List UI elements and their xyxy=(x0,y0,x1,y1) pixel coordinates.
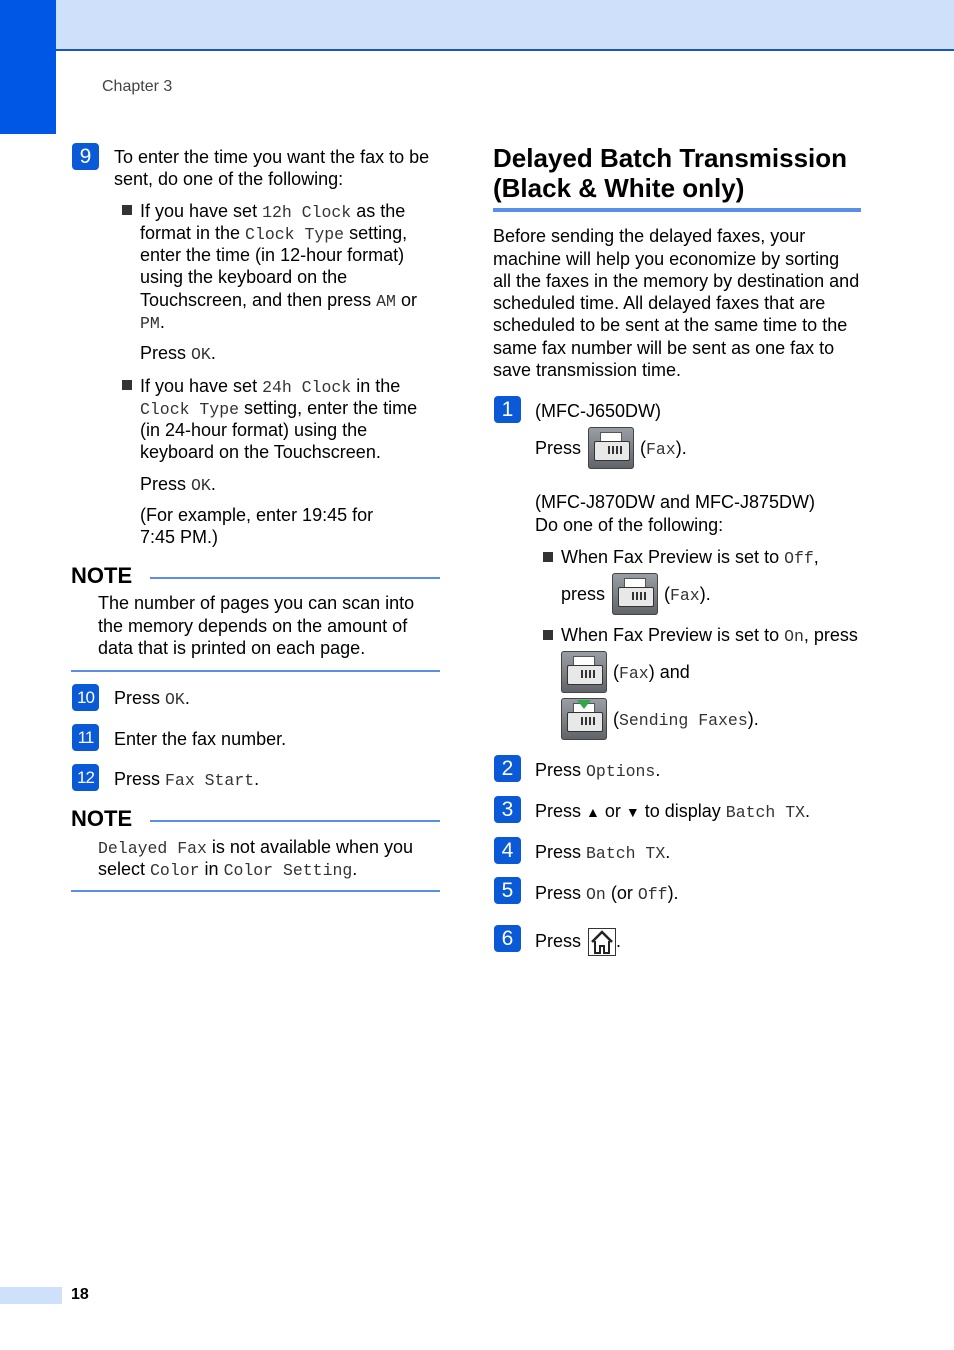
step-badge-10: 10 xyxy=(72,684,99,711)
step1-bullet2-sending: (Sending Faxes). xyxy=(613,709,759,730)
up-arrow-icon: ▲ xyxy=(586,804,600,820)
step-badge-11: 11 xyxy=(72,724,99,751)
step9-bullet2-line2: Clock Type setting, enter the time xyxy=(140,398,418,419)
note-bottom-rule xyxy=(71,890,440,892)
chapter-tab-marker xyxy=(0,0,56,134)
step-badge-3: 3 xyxy=(494,796,521,823)
step9-text-line2: sent, do one of the following: xyxy=(114,169,344,189)
intro-line: same fax number will be sent as one fax to xyxy=(493,338,835,358)
home-icon[interactable] xyxy=(588,928,616,956)
step9-bullet1-line1: If you have set 12h Clock as the xyxy=(140,201,406,222)
bullet-square xyxy=(543,630,553,640)
fax-keypad xyxy=(632,592,646,600)
fax-icon[interactable] xyxy=(561,651,607,693)
step-badge-2: 2 xyxy=(494,755,521,782)
note2-line2: select Color in Color Setting. xyxy=(98,859,358,880)
intro-line: Before sending the delayed faxes, your xyxy=(493,226,806,246)
step1-fax-label: (Fax). xyxy=(640,438,687,459)
fax-keypad xyxy=(608,446,622,454)
step6-period: . xyxy=(616,931,622,951)
footer-band xyxy=(0,1287,62,1304)
step2-text: Press Options. xyxy=(535,760,661,781)
step-badge-6: 6 xyxy=(494,925,521,952)
step9-bullet1-line6: PM. xyxy=(140,312,165,333)
step3-text: Press ▲ or ▼ to display Batch TX. xyxy=(535,801,811,822)
step9-bullet2-press: Press OK. xyxy=(140,474,216,495)
note1-line1: The number of pages you can scan into xyxy=(98,593,415,613)
step10-text: Press OK. xyxy=(114,688,190,709)
intro-line: save transmission time. xyxy=(493,360,682,380)
section-heading-line1: Delayed Batch Transmission xyxy=(493,143,848,173)
fax-icon[interactable] xyxy=(588,427,634,469)
bullet-square xyxy=(122,380,132,390)
step9-bullet2-line4: keyboard on the Touchscreen. xyxy=(140,442,381,462)
step1-model-650: (MFC-J650DW) xyxy=(535,401,661,421)
step9-example-line1: (For example, enter 19:45 for xyxy=(140,505,374,525)
step1-bullet2-line1: When Fax Preview is set to On, press xyxy=(561,625,858,646)
step9-bullet2-line3: (in 24-hour format) using the xyxy=(140,420,368,440)
step-badge-4: 4 xyxy=(494,837,521,864)
step-badge-9: 9 xyxy=(72,143,99,170)
heading-rule xyxy=(493,208,861,212)
intro-line: scheduled to be sent at the same time to the xyxy=(493,315,848,335)
step9-bullet1-line2: format in the Clock Type setting, xyxy=(140,223,408,244)
download-arrow-icon xyxy=(577,700,591,709)
step4-text: Press Batch TX. xyxy=(535,842,671,863)
bullet-square xyxy=(543,552,553,562)
note1-line3: data that is printed on each page. xyxy=(98,638,366,658)
step6-press: Press xyxy=(535,931,582,951)
bullet-square xyxy=(122,205,132,215)
note-rule xyxy=(150,577,440,579)
fax-icon[interactable] xyxy=(612,573,658,615)
step9-example-line2: 7:45 PM.) xyxy=(140,527,219,547)
step-badge-12: 12 xyxy=(72,764,99,791)
step-badge-1: 1 xyxy=(494,396,521,423)
step1-do-one: Do one of the following: xyxy=(535,515,724,535)
fax-keypad xyxy=(581,670,595,678)
top-header-band xyxy=(0,0,954,51)
section-heading-line2: (Black & White only) xyxy=(493,173,745,203)
down-arrow-icon: ▼ xyxy=(625,804,640,820)
note-bottom-rule xyxy=(71,670,440,672)
step-badge-5: 5 xyxy=(494,877,521,904)
step9-bullet1-press: Press OK. xyxy=(140,343,216,364)
step1-model-870: (MFC-J870DW and MFC-J875DW) xyxy=(535,492,816,512)
step1-bullet2-fax: (Fax) and xyxy=(613,662,690,683)
note-title: NOTE xyxy=(71,806,133,831)
note1-line2: the memory depends on the amount of xyxy=(98,616,408,636)
step12-text: Press Fax Start. xyxy=(114,769,260,790)
intro-line: all the faxes in the memory by destination and xyxy=(493,271,860,291)
intro-line: machine will help you economize by sorting xyxy=(493,249,840,269)
fax-keypad xyxy=(581,717,595,725)
step5-text: Press On (or Off). xyxy=(535,883,679,904)
step9-bullet1-line3: enter the time (in 12-hour format) xyxy=(140,245,405,265)
step9-bullet2-line1: If you have set 24h Clock in the xyxy=(140,376,401,397)
page-number: 18 xyxy=(71,1286,89,1303)
sending-faxes-icon[interactable] xyxy=(561,698,607,740)
note-rule xyxy=(150,820,440,822)
chapter-label: Chapter 3 xyxy=(102,78,173,95)
note2-line1: Delayed Fax is not available when you xyxy=(98,837,414,858)
step9-bullet1-line4: using the keyboard on the xyxy=(140,267,348,287)
intro-line: scheduled time. All delayed faxes that are xyxy=(493,293,826,313)
step9-bullet1-line5: Touchscreen, and then press AM or xyxy=(140,290,417,311)
step9-text-line1: To enter the time you want the fax to be xyxy=(114,147,430,167)
note-title: NOTE xyxy=(71,563,133,588)
step1-bullet1-press: press xyxy=(561,584,606,604)
step1-bullet1-fax: (Fax). xyxy=(664,584,711,605)
step1-press-label: Press xyxy=(535,438,582,458)
step1-bullet1-line1: When Fax Preview is set to Off, xyxy=(561,547,819,568)
step11-text: Enter the fax number. xyxy=(114,729,287,749)
